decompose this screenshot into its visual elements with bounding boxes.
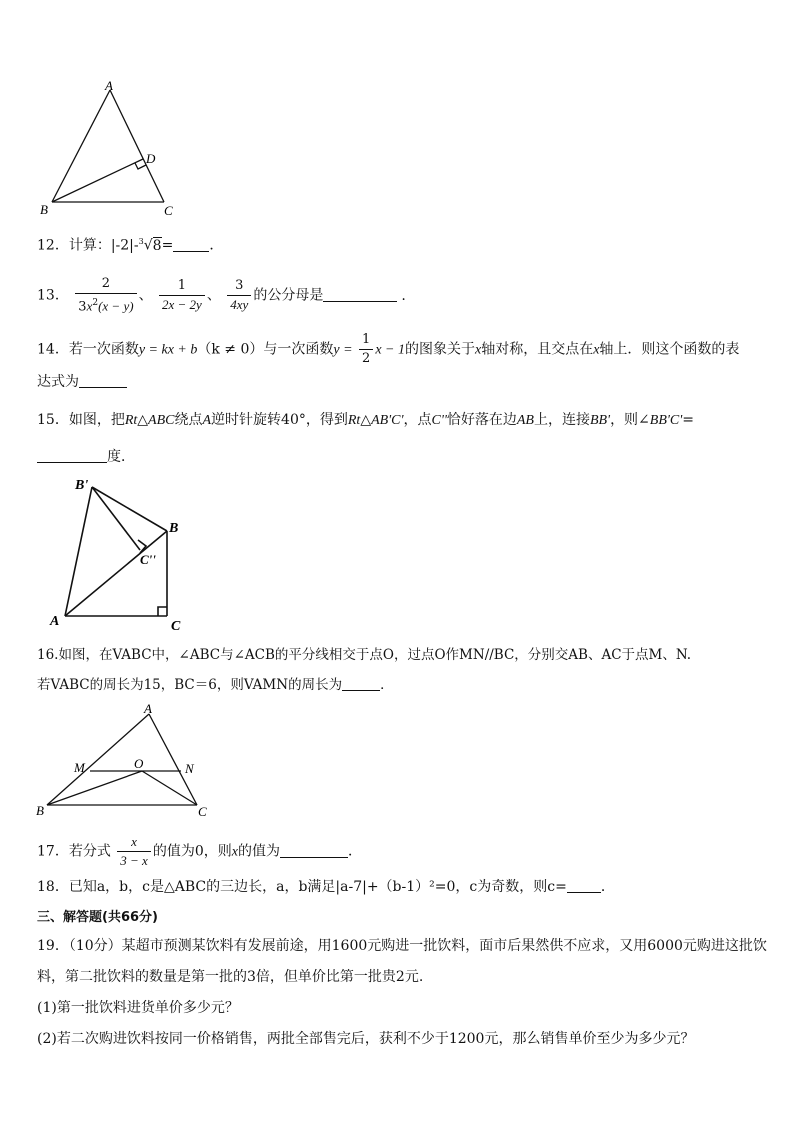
answer-blank-16[interactable] [342,676,380,691]
fraction-2: $\frac{1}{2x - 2y}$ [159,277,205,314]
label-c: C [164,203,173,218]
label-n: N [185,761,194,776]
label-b: B [40,202,48,217]
question-14-line2: 达式为 [37,372,127,392]
answer-blank-14[interactable] [79,373,127,388]
answer-blank-12[interactable] [173,237,209,252]
label-b: B [169,521,179,536]
question-19-sub1: (1)第一批饮料进货单价多少元？ [37,1000,239,1016]
answer-blank-18[interactable] [567,878,601,893]
label-o: O [134,756,144,771]
question-19-line2: 料，第二批饮料的数量是第一批的3倍，但单价比第一批贵2元. [37,969,424,985]
label-a: A [50,614,60,629]
question-12: 12．计算：|-2|-$^3$√8= ． [37,237,224,254]
label-c-double-prime: C'' [140,552,156,567]
question-18: 18．已知a，b，c是△ABC的三边长，a，b满足|a-7|+（b-1）²=0，c为奇数，则c= ． [37,879,615,895]
label-b: B [36,803,44,818]
label-d: D [146,151,156,166]
radical-sign: √ [143,237,153,254]
fraction-half: $\frac{1}{2}$ [359,331,373,368]
question-16-line2: 若VABC的周长为15，BC＝6，则VAMN的周长为 ． [37,677,394,693]
figure-rotation [40,472,200,637]
label-b-prime: B' [75,478,89,493]
question-14: 14．若一次函数y = kx + b（k ≠ 0）与一次函数y = $\frac{1}{2}$ x − 1的图象关于x轴对称，且交点在x轴上．则这个函数的表 [37,332,740,366]
figure-triangle-mn [30,700,220,822]
fraction-3: $\frac{3}{4xy}$ [227,277,251,314]
question-16: 16.如图，在VABC中，∠ABC与∠ACB的平分线相交于点O，过点O作MN//BC，分别交AB、AC于点M、N. [37,647,692,663]
fraction-1: $\frac{2}{3x^2(x - y)}$ [75,275,136,316]
question-13: 13． $\frac{2}{3x^2(x - y)}$ 、 $\frac{1}{2x - 2y}$ 、 $\frac{3}{4xy}$ 的公分母是 . [37,276,406,315]
question-17: 17．若分式 $\frac{x}{3 - x}$ 的值为0，则x的值为 ． [37,834,362,868]
label-c: C [198,804,207,819]
question-19: 19．（10分）某超市预测某饮料有发展前途，用1600元购进一批饮料，面市后果然供不应求，又用6000元购进这批饮 [37,938,767,954]
label-c: C [171,619,181,634]
answer-blank-15[interactable] [37,448,107,463]
label-a: A [144,701,152,716]
answer-blank-13[interactable] [323,287,397,302]
question-15-line2: 度． [37,447,135,467]
label-a: A [105,78,113,93]
label-m: M [74,760,85,775]
question-15: 15．如图，把Rt△ABC绕点A逆时针旋转40°，得到Rt△AB'C'，点C''恰好落在边AB上，连接BB'，则∠BB'C'= [37,412,694,428]
question-19-sub2: (2)若二次购进饮料按同一价格销售，两批全部售完后，获利不少于1200元，那么销售单价至少为多少元？ [37,1031,695,1047]
section-title: 三、解答题(共66分) [37,910,158,925]
fraction-x: $\frac{x}{3 - x}$ [117,833,151,870]
answer-blank-17[interactable] [280,843,348,858]
figure-triangle-abd [30,78,200,223]
